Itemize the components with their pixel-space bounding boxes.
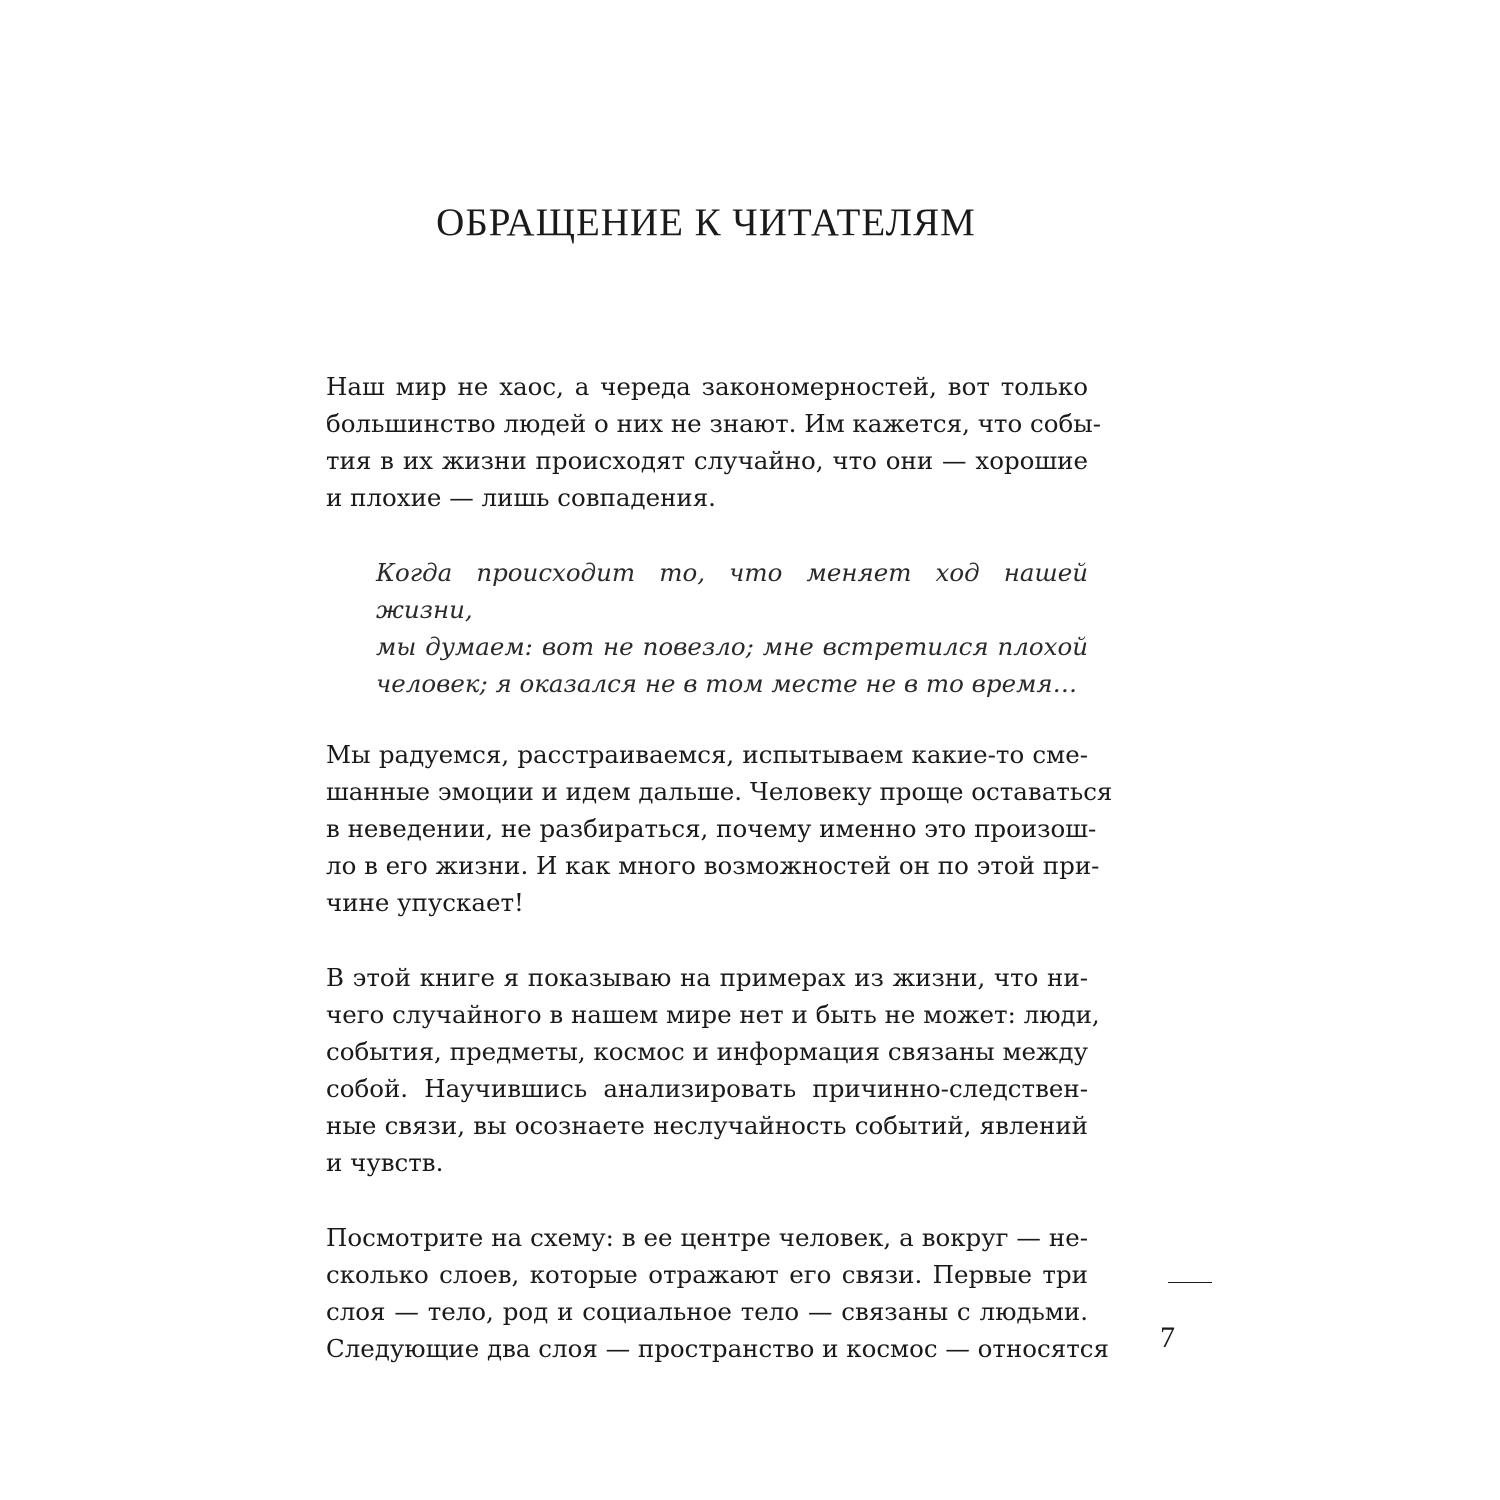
page-number: 7	[1160, 1321, 1175, 1354]
text-line: сколько слоев, которые отражают его связи. Первые три	[326, 1260, 1088, 1289]
paragraph-scheme	[326, 1219, 1109, 1367]
text-line: в неведении, не разбираться, почему именно это произош-	[326, 814, 1097, 843]
quote-line: Когда происходит то, что меняет ход нашей жизни,	[376, 558, 1088, 624]
text-line: Следующие два слоя — пространство и космос — относятся	[326, 1334, 1109, 1363]
page-title: ОБРАЩЕНИЕ К ЧИТАТЕЛЯМ	[436, 201, 976, 244]
text-line: собой. Научившись анализировать причинно-следствен-	[326, 1074, 1088, 1103]
paragraph-intro	[326, 368, 1101, 516]
text-line: слоя — тело, род и социальное тело — связаны с людьми.	[326, 1297, 1088, 1326]
quote-line: человек; я оказался не в том месте не в то время…	[376, 669, 1078, 698]
body-text	[326, 368, 1113, 1367]
text-line: чине упускает!	[326, 888, 524, 917]
quote-line: мы думаем: вот не повезло; мне встретился плохой	[376, 632, 1088, 661]
text-line: ло в его жизни. И как много возможностей он по этой при-	[326, 851, 1100, 880]
italic-quote	[376, 554, 1088, 702]
text-line: Наш мир не хаос, а череда закономерностей, вот только	[326, 372, 1088, 401]
text-line: чего случайного в нашем мире нет и быть не может: люди,	[326, 1000, 1100, 1029]
text-line: шанные эмоции и идем дальше. Человеку проще оставаться	[326, 777, 1113, 806]
paragraph-emotions	[326, 736, 1113, 921]
page-number-rule	[1168, 1282, 1212, 1283]
paragraph-book	[326, 959, 1100, 1181]
text-line: Мы радуемся, расстраиваемся, испытываем какие-то сме-	[326, 740, 1088, 769]
text-line: тия в их жизни происходят случайно, что они — хорошие	[326, 446, 1088, 475]
text-line: В этой книге я показываю на примерах из жизни, что ни-	[326, 963, 1088, 992]
text-line: большинство людей о них не знают. Им кажется, что собы-	[326, 409, 1101, 438]
text-line: Посмотрите на схему: в ее центре человек, а вокруг — не-	[326, 1223, 1088, 1252]
text-line: ные связи, вы осознаете неслучайность событий, явлений	[326, 1111, 1088, 1140]
text-line: и плохие — лишь совпадения.	[326, 483, 716, 512]
text-line: события, предметы, космос и информация связаны между	[326, 1037, 1089, 1066]
text-line: и чувств.	[326, 1148, 444, 1177]
